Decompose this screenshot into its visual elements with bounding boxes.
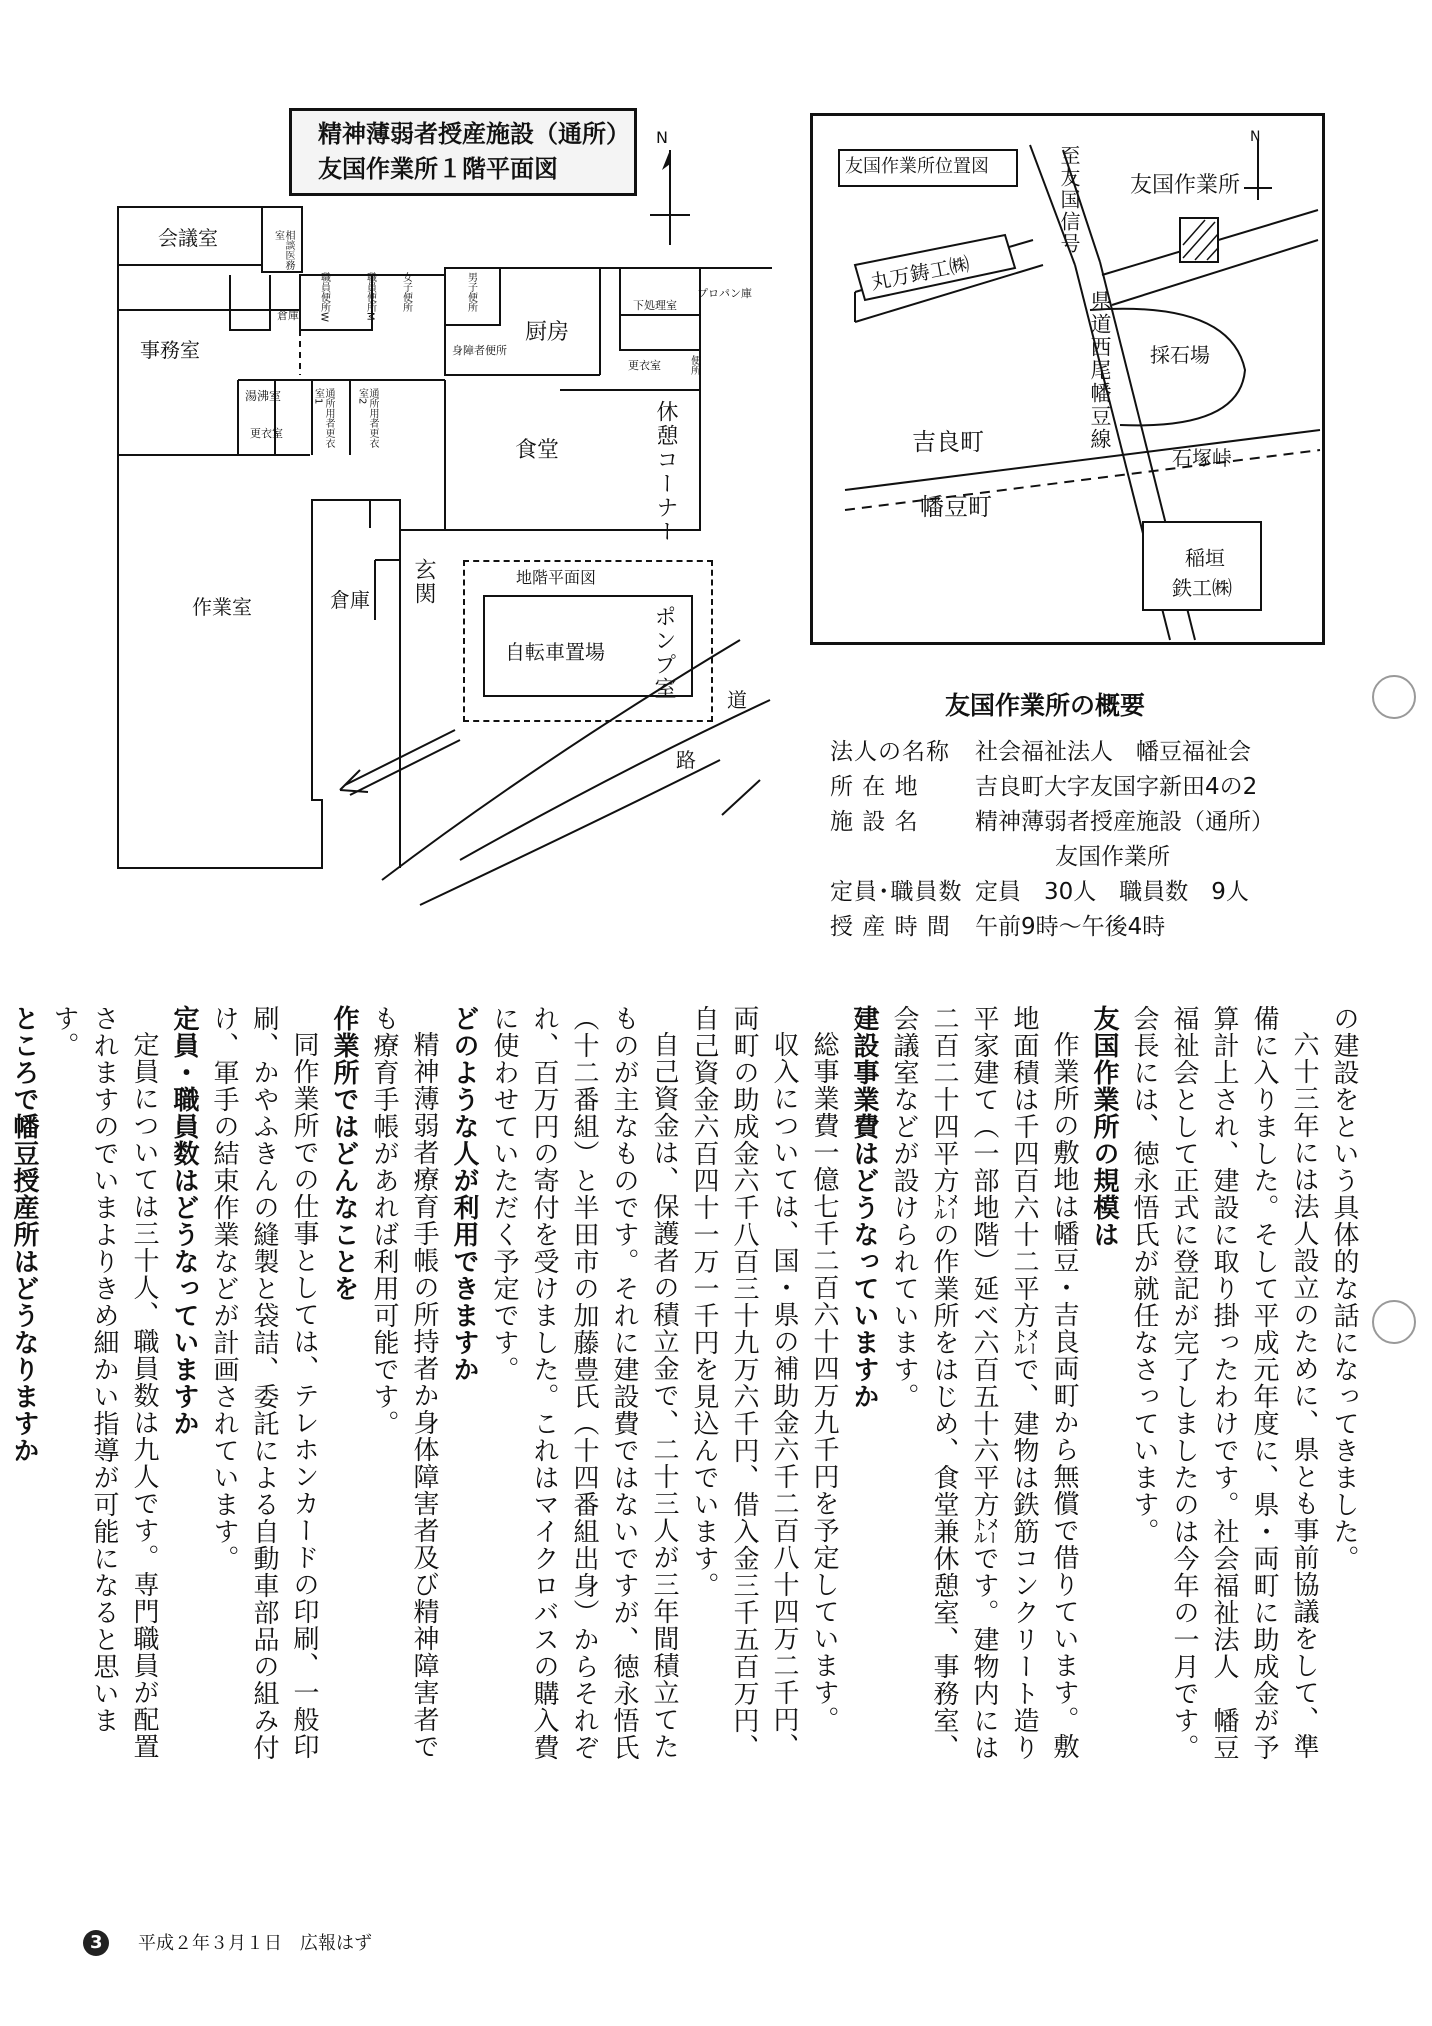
overview-value: 定員 30人 職員数 9人	[975, 879, 1249, 905]
overview-row	[830, 908, 1165, 941]
article-heading: どのような人が利用できますか	[449, 1005, 479, 1383]
location-map-title: 友国作業所位置図	[845, 156, 989, 177]
article-paragraph: 収入については、国・県の補助金六千二百八十四万二千円、両町の助成金六千八百三十九万六千円、借入金三千五百万円、自己資金六百四十一万一千円を見込んでいます。	[689, 1005, 799, 1761]
overview-row	[830, 873, 1249, 906]
punch-hole-2	[1372, 1300, 1416, 1344]
location-ishizuka: 石塚峠	[1172, 446, 1232, 470]
room-genkan: 玄関	[411, 558, 436, 606]
page-number: 3	[90, 1932, 103, 1953]
location-site-label: 友国作業所	[1130, 173, 1241, 198]
room-shinshou: 身障者便所	[452, 344, 507, 357]
article-paragraph: 精神薄弱者療育手帳の所持者か身体障害者及び精神障害者でも療育手帳があれば利用可能です。	[369, 1005, 439, 1760]
location-inagaki-1: 稲垣	[1185, 546, 1225, 570]
room-danshi: 男子便所	[465, 272, 477, 312]
road-label-1: 道	[727, 688, 747, 712]
room-soudan: 相談医務室	[272, 230, 294, 270]
entrance-arrow-icon	[340, 730, 460, 795]
article-heading: 作業所ではどんなことを	[329, 1005, 359, 1302]
article-heading: 定員・職員数はどうなっていますか	[169, 1005, 199, 1437]
room-shokuin-w: 職員便所W	[318, 272, 330, 322]
overview-key: 法人の名称	[830, 739, 950, 765]
room-tsuusho2: 通所用者更衣室2	[356, 388, 378, 448]
overview-value: 午前9時～午後4時	[975, 914, 1166, 940]
floor-plan-title-line2: 友国作業所１階平面図	[318, 155, 558, 183]
overview-key: 授 産 時 間	[830, 914, 951, 940]
room-chikai: 地階平面図	[513, 570, 599, 586]
room-kaigi: 会議室	[158, 226, 218, 250]
article-paragraph: 六十三年には法人設立のために、県とも事前協議をして、準備に入りました。そして平成元年度に、県・両町に助成金が予算計上され、建設に取り掛ったわけです。社会福祉法人 幡豆福祉会として正式に登記が完了しましたのは今年の一月です。会長には、徳永悟氏が就任なさっています。	[1129, 1005, 1319, 1761]
article-paragraph: 自己資金は、保護者の積立金で、二十三人が三年間積立てたものが主なものです。それに建設費ではないですが、徳永悟氏（十二番組）と半田市の加藤豊氏（十四番組出身）からそれぞれ、百万円の寄付を受けました。これはマイクロバスの購入費に使わせていただく予定です。	[489, 1005, 679, 1761]
location-kendo: 県道西尾幡豆線	[1088, 290, 1112, 451]
location-saisekijo: 採石場	[1150, 343, 1210, 367]
location-kira: 吉良町	[912, 428, 984, 456]
overview-row	[830, 733, 1251, 766]
room-sagyo: 作業室	[192, 595, 252, 619]
article-paragraph	[0, 1005, 4, 1785]
overview-key: 所 在 地	[830, 774, 919, 800]
punch-hole-1	[1372, 675, 1416, 719]
article-paragraph: の建設をという具体的な話になってきました。	[1329, 1005, 1359, 1572]
room-joshi: 女子便所	[400, 272, 412, 312]
article-heading: ところで幡豆授産所はどうなりますか	[9, 1005, 39, 1464]
location-map-north-letter: N	[1250, 129, 1261, 145]
room-shokudo: 食堂	[515, 438, 560, 463]
article-paragraph: 定員については三十人、職員数は九人です。専門職員が配置されますのでいまよりきめ細かい指導が可能になると思います。	[49, 1005, 159, 1760]
room-koui-k: 更衣室	[628, 359, 661, 372]
overview-title: 友国作業所の概要	[945, 691, 1146, 720]
location-map-roads	[0, 0, 1330, 650]
article-heading: 友国作業所の規模は	[1089, 1005, 1119, 1248]
room-shokuin-m: 職員便所M	[364, 272, 376, 321]
overview-row	[830, 803, 1274, 836]
room-propane: プロパン庫	[697, 287, 752, 300]
floor-plan-title-line1: 精神薄弱者授産施設（通所）	[318, 120, 630, 148]
footer-date: 平成２年３月１日	[138, 1933, 282, 1954]
location-hazu: 幡豆町	[920, 493, 992, 521]
room-kyukei: 休憩コーナー	[653, 400, 678, 544]
overview-value: 友国作業所	[1055, 844, 1170, 870]
overview-row	[830, 838, 1170, 871]
room-ponpu: ポンプ室	[651, 605, 676, 701]
room-soko1: 倉庫	[277, 309, 299, 322]
overview-key: 定員･職員数	[830, 879, 963, 905]
overview-key	[830, 838, 975, 871]
floor-plan-north-letter: N	[656, 128, 668, 147]
room-jimu: 事務室	[140, 338, 200, 362]
room-tsuusho1: 通所用者更衣室1	[312, 388, 334, 448]
location-inagaki-2: 鉄工㈱	[1172, 576, 1232, 600]
road-label-2: 路	[676, 748, 696, 772]
room-benjo: 便所	[688, 355, 700, 375]
article-paragraph: 同作業所での仕事としては、テレホンカードの印刷、一般印刷、かやふきんの縫製と袋詰、委託による自動車部品の組み付け、軍手の結束作業などが計画されています。	[209, 1005, 319, 1761]
location-maruman: 丸万鋳工㈱	[868, 251, 972, 295]
article-paragraph: 作業所の敷地は幡豆・吉良両町から無償で借りています。敷地面積は千四百六十二平方㍍で、建物は鉄筋コンクリート造り平家建て（一部地階）延べ六百五十六平方㍍です。建物内には二百二十四平方㍍の作業所をはじめ、食堂兼休憩室、事務室、会議室などが設けられています。	[889, 1005, 1079, 1761]
room-koui1: 更衣室	[250, 427, 283, 440]
article-heading: 建設事業費はどうなっていますか	[849, 1005, 879, 1410]
overview-value: 精神薄弱者授産施設（通所）	[975, 809, 1274, 835]
overview-value: 吉良町大字友国字新田4の2	[975, 774, 1258, 800]
room-jitensha: 自転車置場	[505, 640, 605, 664]
room-shitashori: 下処理室	[633, 299, 677, 312]
article-paragraph: 総事業費一億七千二百六十四万九千円を予定しています。	[809, 1031, 839, 1733]
location-road-label: 至友国信号	[1057, 145, 1081, 255]
room-yuwakashi: 湯沸室	[245, 389, 282, 403]
article-body	[9, 1005, 1364, 1785]
room-soko2: 倉庫	[330, 588, 370, 612]
footer-publication: 広報はず	[300, 1933, 372, 1954]
room-chubo: 厨房	[525, 320, 570, 345]
overview-key: 施 設 名	[830, 809, 919, 835]
overview-value: 社会福祉法人 幡豆福祉会	[975, 739, 1251, 765]
overview-row	[830, 768, 1257, 801]
